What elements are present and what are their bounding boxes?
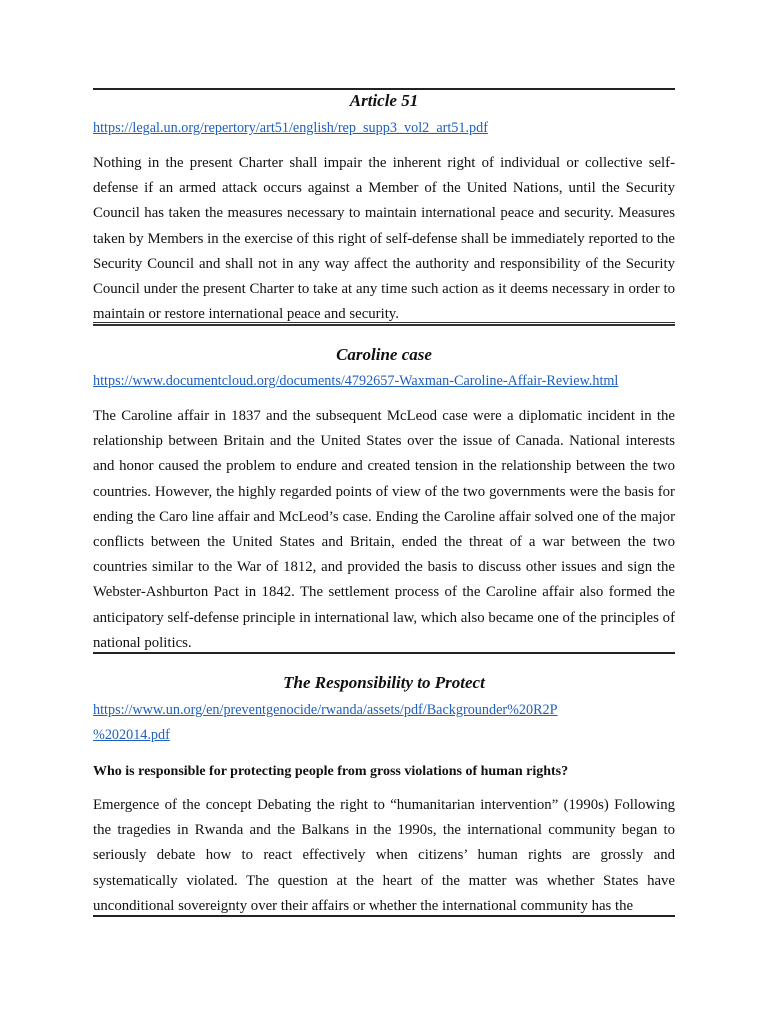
section-title-r2p: The Responsibility to Protect — [283, 673, 485, 692]
r2p-link-line-2[interactable]: %202014.pdf — [93, 727, 170, 743]
section-title-caroline-case: Caroline case — [336, 345, 432, 364]
bottom-rule — [93, 915, 675, 917]
article-51-body: Nothing in the present Charter shall impair the inherent right of individual or collective self-defense if an armed attack occurs against a Member of the United Nations, until the Security Council has taken the measures necessary to maintain international peace and security. Measures taken by Members in the exercise of this right of self-defense shall be immediately reported to the Security Council and shall not in any way affect the authority and responsibility of the Security Council under the present Charter to take at any time such action as it deems necessary in order to maintain or restore international peace and security. — [93, 155, 675, 323]
section-divider-2 — [93, 652, 675, 654]
r2p-question: Who is responsible for protecting people from gross violations of human rights? — [93, 764, 569, 779]
r2p-link-line-1[interactable]: https://www.un.org/en/preventgenocide/rwanda/assets/pdf/Backgrounder%20R2P — [93, 702, 558, 718]
caroline-case-body: The Caroline affair in 1837 and the subsequent McLeod case were a diplomatic incident in the relationship between Britain and the United States over the issue of Canada. National interests and honor caused the problem to endure and created tension in the relationship between the two countries. However, the highly regarded points of view of the two governments were the basis for ending the Caro line affair and McLeod’s case. Ending the Caroline affair solved one of the major conflicts between the United States and Britain, ended the threat of a war between the two countries similar to the War of 1812, and provided the basis to discuss other issues and sign the Webster-Ashburton Pact in 1842. The settlement process of the Caroline affair also formed the anticipatory self-defense principle in international law, which also became one of the principles of national politics. — [93, 408, 675, 651]
top-rule — [93, 88, 675, 90]
caroline-case-link[interactable]: https://www.documentcloud.org/documents/4792657-Waxman-Caroline-Affair-Review.html — [93, 373, 619, 389]
section-title-article-51: Article 51 — [349, 91, 419, 110]
r2p-body: Emergence of the concept Debating the right to “humanitarian intervention” (1990s) Following the tragedies in Rwanda and the Balkans in the 1990s, the international community began to seriously debate how to react effectively when citizens’ human rights are grossly and systematically violated. The question at the heart of the matter was whether States have unconditional sovereignty over their affairs or whether the international community has the — [93, 797, 675, 914]
section-divider-1 — [93, 322, 675, 326]
article-51-link[interactable]: https://legal.un.org/repertory/art51/english/rep_supp3_vol2_art51.pdf — [93, 120, 488, 136]
